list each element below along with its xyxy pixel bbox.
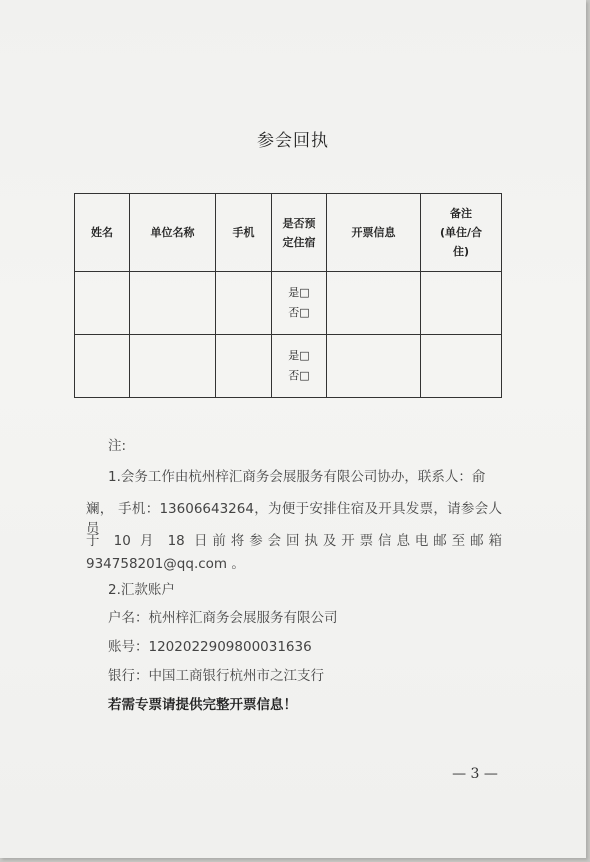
cell-name[interactable] bbox=[75, 335, 130, 398]
cell-remark[interactable] bbox=[421, 272, 502, 335]
lodging-no-checkbox[interactable]: 否□ bbox=[288, 369, 310, 382]
cell-lodging bbox=[272, 335, 327, 398]
bank-name: 银行：中国工商银行杭州市之江支行 bbox=[108, 668, 324, 684]
notes-label: 注: bbox=[108, 438, 127, 454]
table-row bbox=[75, 335, 502, 398]
lodging-yes-checkbox[interactable]: 是□ bbox=[288, 286, 310, 299]
lodging-yes-checkbox[interactable]: 是□ bbox=[288, 349, 310, 362]
note-email-line: 934758201@qq.com 。 bbox=[86, 556, 245, 572]
header-lodging-line1: 是否预 bbox=[282, 216, 316, 230]
cell-name[interactable] bbox=[75, 272, 130, 335]
header-phone: 手机 bbox=[216, 194, 272, 272]
cell-invoice[interactable] bbox=[327, 335, 421, 398]
note-item1-line2: 斓， 手机：13606643264，为便于安排住宿及开具发票，请参会人员 bbox=[86, 501, 502, 537]
header-remark-line3: 住) bbox=[452, 245, 470, 258]
invoice-emphasis: 若需专票请提供完整开票信息！ bbox=[108, 697, 297, 713]
cell-remark[interactable] bbox=[421, 335, 502, 398]
cell-invoice[interactable] bbox=[327, 272, 421, 335]
header-lodging bbox=[272, 194, 327, 272]
page-number: — 3 — bbox=[452, 766, 498, 782]
note-item2-title: 2.汇款账户 bbox=[108, 582, 175, 598]
header-remark-line2: (单住/合 bbox=[439, 226, 483, 239]
table-header-row bbox=[75, 194, 502, 272]
receipt-table bbox=[74, 193, 502, 398]
table-row bbox=[75, 272, 502, 335]
header-remark-line1: 备注 bbox=[450, 207, 472, 220]
header-remark bbox=[421, 194, 502, 272]
note-item1-line3: 于 10 月 18 日前将参会回执及开票信息电邮至邮箱 bbox=[86, 533, 502, 549]
lodging-no-checkbox[interactable]: 否□ bbox=[288, 306, 310, 319]
note-item1-line1: 1.会务工作由杭州梓汇商务会展服务有限公司协办，联系人：俞 bbox=[108, 469, 486, 485]
header-name: 姓名 bbox=[75, 194, 130, 272]
cell-lodging bbox=[272, 272, 327, 335]
header-invoice: 开票信息 bbox=[327, 194, 421, 272]
cell-phone[interactable] bbox=[216, 335, 272, 398]
cell-unit[interactable] bbox=[130, 272, 216, 335]
cell-phone[interactable] bbox=[216, 272, 272, 335]
header-unit: 单位名称 bbox=[130, 194, 216, 272]
cell-unit[interactable] bbox=[130, 335, 216, 398]
account-number: 账号：1202022909800031636 bbox=[108, 639, 312, 655]
page-title: 参会回执 bbox=[257, 131, 329, 151]
account-name: 户名：杭州梓汇商务会展服务有限公司 bbox=[108, 610, 338, 626]
header-lodging-line2: 定住宿 bbox=[282, 235, 316, 249]
